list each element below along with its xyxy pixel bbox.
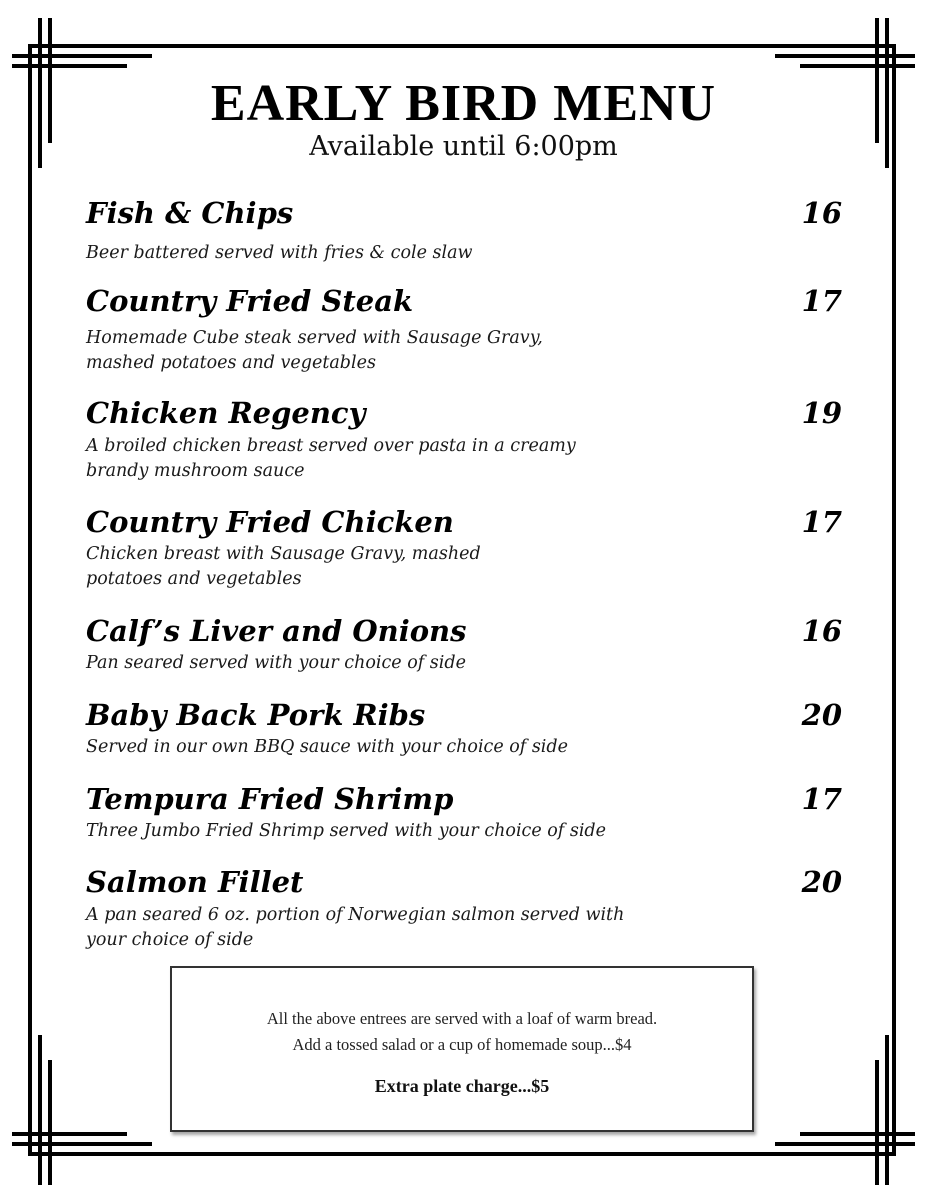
item-name: Fish & Chips <box>86 196 294 230</box>
note-lines <box>172 1006 752 1058</box>
note-salad-soup-line: Add a tossed salad or a cup of homemade soup...$4 <box>292 1035 632 1054</box>
corner-bottom-left-h2 <box>12 1132 127 1136</box>
menu-subtitle: Available until 6:00pm <box>309 131 618 162</box>
frame-border-left <box>28 44 32 1156</box>
item-name: Country Fried Steak <box>86 284 414 318</box>
item-description: Pan seared served with your choice of side <box>86 653 466 673</box>
frame-border-bottom <box>28 1152 896 1156</box>
item-price: 17 <box>801 284 842 318</box>
frame-border-right <box>892 44 896 1156</box>
item-description: Beer battered served with fries & cole slaw <box>86 243 473 263</box>
item-description: A pan seared 6 oz. portion of Norwegian salmon served with your choice of side <box>86 905 625 950</box>
extra-plate-charge: Extra plate charge...$5 <box>374 1076 550 1096</box>
corner-top-right-h2 <box>800 64 915 68</box>
corner-bottom-left-h1 <box>12 1142 152 1146</box>
item-name: Baby Back Pork Ribs <box>86 698 426 732</box>
item-name: Country Fried Chicken <box>86 505 454 539</box>
corner-top-right-h1 <box>775 54 915 58</box>
corner-bottom-right-h1 <box>775 1142 915 1146</box>
entree-note-box <box>170 966 754 1132</box>
item-description: A broiled chicken breast served over pasta in a creamy brandy mushroom sauce <box>86 436 576 481</box>
item-name: Salmon Fillet <box>86 865 304 899</box>
item-description: Homemade Cube steak served with Sausage Gravy, mashed potatoes and vegetables <box>86 328 543 373</box>
item-name: Tempura Fried Shrimp <box>86 782 454 816</box>
corner-bottom-left-v2 <box>48 1060 52 1185</box>
item-description: Chicken breast with Sausage Gravy, mashed potatoes and vegetables <box>86 544 481 589</box>
corner-bottom-right-v2 <box>875 1060 879 1185</box>
item-name: Chicken Regency <box>86 396 366 430</box>
item-description: Served in our own BBQ sauce with your choice of side <box>86 737 568 757</box>
item-description: Three Jumbo Fried Shrimp served with your choice of side <box>86 821 606 841</box>
item-price: 16 <box>801 614 842 648</box>
menu-title: EARLY BIRD MENU <box>210 75 717 132</box>
item-price: 16 <box>801 196 842 230</box>
note-bread-line: All the above entrees are served with a loaf of warm bread. <box>266 1009 658 1028</box>
item-price: 20 <box>801 698 842 732</box>
corner-bottom-left-v1 <box>38 1035 42 1185</box>
corner-bottom-right-h2 <box>800 1132 915 1136</box>
frame-border-top <box>28 44 896 48</box>
corner-bottom-right-v1 <box>885 1035 889 1185</box>
item-price: 17 <box>801 505 842 539</box>
corner-top-left-h2 <box>12 64 127 68</box>
item-price: 19 <box>801 396 842 430</box>
item-price: 20 <box>801 865 842 899</box>
item-name: Calf’s Liver and Onions <box>86 614 467 648</box>
corner-top-left-h1 <box>12 54 152 58</box>
item-price: 17 <box>801 782 842 816</box>
